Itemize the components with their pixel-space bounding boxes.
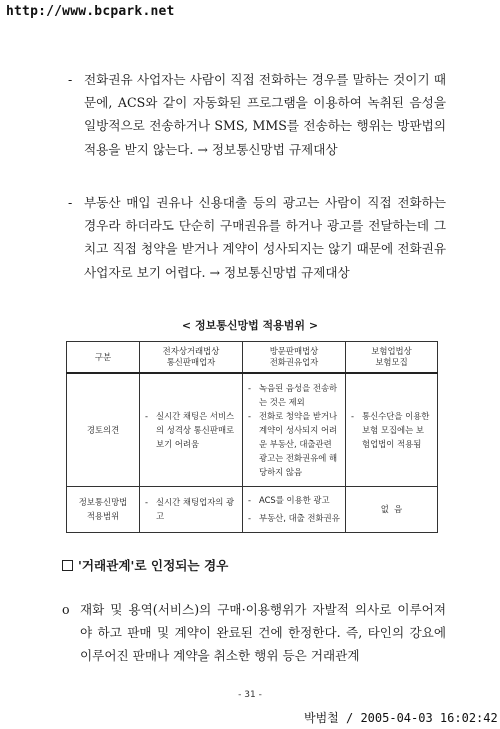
table-row [67, 486, 438, 532]
paragraph-2 [68, 191, 446, 284]
table-header-telemarketing: 방문판매법상 전화권유업자 [243, 342, 346, 374]
dash-marker: - [68, 72, 73, 87]
row-label-review: 경토의견 [67, 373, 140, 486]
signature-stamp: 박범철 / 2005-04-03 16:02:42 [304, 711, 498, 725]
table-header-category: 구분 [67, 342, 140, 374]
table-header-ecommerce: 전자상거래법상 통신판매업자 [140, 342, 243, 374]
row-label-scope: 정보통신망법 적용범위 [67, 486, 140, 532]
section-heading [62, 555, 228, 574]
list-item: - 녹음된 음성을 전송하는 것은 제외 [248, 382, 338, 407]
table-cell [140, 373, 243, 486]
table-cell [140, 486, 243, 532]
watermark-text: http://www.bcpark.net [6, 4, 175, 19]
table-header-insurance: 보험업법상 보험모집 [346, 342, 438, 374]
paragraph-text: 부동산 매입 권유나 신용대출 등의 광고는 사람이 직접 전화하는 경우라 하더라도 단순히 구매권유를 하거나 광고를 전달하는데 그치고 직접 청약을 받거나 계약이 성사되지는 않기 때문에 전화권유 사업자로 보기 어렵다. → 정보통신망법 규제대상 [84, 195, 446, 280]
paragraph-1 [68, 68, 446, 161]
table-cell [243, 486, 346, 532]
table-row [67, 373, 438, 486]
table-cell-none: 없 음 [346, 486, 438, 532]
list-item: - 실시간 채팅은 서비스의 성격상 통신판매로 보기 어려움 [145, 410, 235, 449]
table-caption: < 정보통신망법 적용범위 > [181, 319, 319, 332]
bullet-paragraph [62, 598, 446, 668]
paragraph-text: 전화권유 사업자는 사람이 직접 전화하는 경우를 말하는 것이기 때문에, ACS와 같이 자동화된 프로그램을 이용하여 녹취된 음성을 일방적으로 전송하거나 SMS, MMS를 전송하는 행위는 방판법의 적용을 받지 않는다. → 정보통신망법 규제대상 [84, 72, 446, 157]
table-cell [346, 373, 438, 486]
list-item: - 전화로 청약을 받거나 계약이 성사되지 어려운 부동산, 대출관련 광고는 전화권유에 해당하지 않음 [248, 410, 338, 477]
dash-marker: - [68, 195, 73, 210]
list-item: - 부동산, 대출 전화권유 [248, 513, 340, 523]
scope-table [66, 341, 438, 533]
list-item: - 통신수단을 이용한 보험 모집에는 보험업법이 적용됨 [351, 410, 430, 449]
bullet-paragraph-text: 재화 및 용역(서비스)의 구매·이용행위가 자발적 의사로 이루어져야 하고 판매 및 계약이 완료된 건에 한정한다. 즉, 타인의 강요에 이루어진 판매나 계약을 취소한 행위 등은 거래관계 [80, 602, 446, 664]
table-header-row [67, 342, 438, 374]
bullet-marker: o [62, 602, 70, 617]
table-cell [243, 373, 346, 486]
section-heading-text: '거래관계'로 인정되는 경우 [78, 558, 229, 573]
list-item: - 실시간 채팅업자의 광고 [145, 497, 235, 521]
list-item: - ACS를 이용한 광고 [248, 495, 330, 505]
page-number: - 31 - [238, 690, 262, 700]
checkbox-square-icon [62, 560, 73, 571]
